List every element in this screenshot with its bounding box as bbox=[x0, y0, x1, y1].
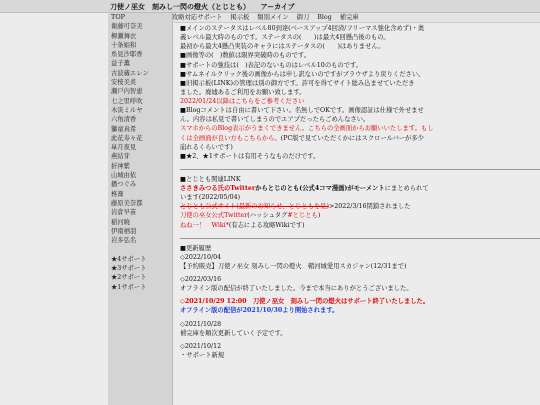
date-notice-link[interactable]: 2022/01/24以降はこちらをご参考ください bbox=[180, 98, 305, 105]
wiki-link[interactable]: ねね一！ Wiki* bbox=[180, 221, 229, 229]
links-line-3 bbox=[180, 202, 540, 211]
fullscreen-link[interactable]: くは全画面が良い方もこちらから。 bbox=[180, 134, 281, 142]
site-header bbox=[0, 0, 540, 13]
sidebar-character-item[interactable]: 岩多弘名 bbox=[111, 237, 137, 245]
notice-line-1: ■メインのステータスはレベル80到達(ベースアップ4回済/フリーマス強化含めず)・奥 bbox=[180, 25, 425, 32]
sidebar-character-item[interactable]: 皐月夜見 bbox=[111, 144, 137, 152]
links-line-5 bbox=[180, 221, 540, 230]
sidebar-character-item[interactable]: 山城由依 bbox=[111, 172, 137, 180]
links-line-1 bbox=[180, 184, 540, 193]
support-list bbox=[108, 255, 172, 292]
links-line-2: います(2022/05/04) bbox=[180, 194, 241, 202]
smartphone-note-3: 崩れるくらいです) bbox=[180, 143, 233, 151]
nav-category-main[interactable]: 類別メイン bbox=[257, 14, 289, 21]
sidebar-character-item[interactable]: 益子薫 bbox=[111, 60, 130, 68]
history-date-2: ◇2022/03/16 bbox=[180, 276, 222, 283]
sidebar-character-item[interactable]: 柳瀬舞衣 bbox=[111, 32, 137, 40]
smartphone-notice-link[interactable]: スマホからのBlog表示がうまくできません。こちらの全画面からお願いいたします。もし bbox=[180, 125, 434, 133]
notice-line-4: ■画像等の( )数値は限界突破時のものです。 bbox=[180, 52, 310, 60]
history-text-1: 【予約販売】刀使ノ巫女 刻みし一閃の燈火 鞘河城愛用スカジャン(12/31まで) bbox=[180, 262, 407, 270]
wiki-note: (有志による攻略Wikiです) bbox=[228, 221, 305, 229]
sidebar-support-item[interactable]: ★4サポート bbox=[111, 255, 147, 263]
closed-note: >2022/3/16閉鎖されました bbox=[328, 203, 411, 211]
sidebar-gap bbox=[108, 245, 172, 254]
notice-line-2: 義レベル最大時のものです。ステータスの( )は最大4回懸凸後のもの。 bbox=[180, 34, 390, 42]
sidebar-character-item[interactable]: 柊篝 bbox=[111, 190, 124, 198]
nav-blog[interactable]: Blog bbox=[317, 14, 332, 21]
moment-link[interactable]: からとじのとも(公式4コマ漫画)がモーメント bbox=[255, 185, 385, 192]
nav-board[interactable]: 掲示板 bbox=[230, 14, 250, 21]
sidebar-support-item[interactable]: ★2サポート bbox=[111, 274, 147, 282]
divider-1 bbox=[180, 169, 540, 170]
hashtag-suffix: ) bbox=[317, 212, 321, 220]
links-title: ■とじとも関連LINK bbox=[180, 175, 241, 183]
notice-line-5: ■サポートの強技は( )表記のないものはレベル10のものです。 bbox=[180, 61, 363, 69]
history-date-1: ◇2022/10/04 bbox=[180, 253, 222, 261]
sidebar-character-item[interactable]: 伊南栖羽 bbox=[111, 227, 137, 235]
sidebar-top-link[interactable]: TOP bbox=[111, 13, 126, 21]
notice-line-6: ■サムネイルクリック後の画像からは申し訳ないのですがブラウザより戻りください。 bbox=[180, 70, 425, 78]
hashtag-prefix: (ハッシュタグ bbox=[247, 212, 288, 220]
nav-archive[interactable]: 補完庫 bbox=[339, 14, 359, 21]
sidebar-character-item[interactable]: 稲河暁 bbox=[111, 218, 130, 226]
sidebar-character-item[interactable]: 藤原美奈都 bbox=[111, 199, 143, 207]
sidebar-character-item[interactable]: 安桜美炎 bbox=[111, 79, 137, 87]
main-content bbox=[180, 24, 540, 405]
site-title[interactable]: 刀使ノ巫女 刻みし一閃の燈火（とじとも） bbox=[110, 2, 250, 11]
sasaki-twitter-link[interactable]: ささきみつる氏のTwitter bbox=[180, 185, 256, 192]
history-title: ■更新履歴 bbox=[180, 244, 212, 252]
sidebar-character-item[interactable]: 木寅ミルヤ bbox=[111, 106, 143, 114]
sidebar-character-item[interactable]: 此花寿々花 bbox=[111, 134, 143, 142]
pc-note: (PC版で見ていただくかにはスクロールバーが多少 bbox=[280, 134, 424, 142]
official-twitter-link[interactable]: 刀使の巫女公式Twitter bbox=[180, 212, 248, 220]
nav-swords[interactable]: 御刀 bbox=[296, 14, 310, 21]
hashtag-link[interactable]: #とじとも bbox=[287, 212, 318, 220]
sidebar-character-item[interactable]: 衛藤可奈美 bbox=[111, 23, 143, 31]
sidebar-character-item[interactable]: 折神紫 bbox=[111, 162, 130, 170]
blog-note-1: ■Blogコメントは自由に書いて下さい。名無しでOKです。画像認証は仕様で外せませ bbox=[180, 107, 424, 115]
history-end-notice: ◇2021/10/29 12:00 刀使ノ巫女 刻みし一閃の燈火はサポート終了いたしました。 bbox=[180, 298, 430, 306]
sidebar-character-item[interactable]: 播つぐみ bbox=[111, 181, 137, 189]
sidebar-character-item[interactable]: 十条姫和 bbox=[111, 41, 137, 49]
blog-note-2: ん。内容は私見で書いてしまうのでエアプだったらごめんなさい。 bbox=[180, 116, 370, 124]
notice-line-3: 最初から最大4懸凸実装のキャラにはステータスの( )はありません。 bbox=[180, 43, 385, 51]
history-text-2: オフライン版の配信が終了いたしました。今まで本当にありがとうございました。 bbox=[180, 285, 413, 293]
history-offline-notice: オフライン版の配信が2021/10/30より開始されます。 bbox=[180, 307, 339, 315]
sidebar-character-item[interactable]: 燕結芽 bbox=[111, 153, 130, 161]
notice-line-9: ■★2、★1サポートは有用そうなものだけです。 bbox=[180, 152, 320, 160]
sidebar-character-item[interactable]: 糸見沙耶香 bbox=[111, 51, 143, 59]
sidebar-character-item[interactable]: 七之里呼吹 bbox=[111, 97, 143, 105]
history-text-4: 補完庫を順次更新していく予定です。 bbox=[180, 329, 287, 337]
character-list bbox=[108, 22, 172, 245]
notice-line-7: ■旧掲示板(LINK)の管理は別の御方です。許可を得てサイト総み込ませていただき bbox=[180, 79, 415, 87]
nav-support-guide[interactable]: 攻略対応サポート bbox=[172, 14, 223, 21]
sidebar-character-item[interactable]: 六角清香 bbox=[111, 116, 137, 124]
top-nav bbox=[173, 13, 540, 23]
sidebar-character-item[interactable]: 瀬戸内智恵 bbox=[111, 88, 143, 96]
divider-2 bbox=[180, 238, 540, 239]
notice-line-8: ました。廃墟あるご利用をお願い致します。 bbox=[180, 88, 306, 96]
sidebar-support-item[interactable]: ★3サポート bbox=[111, 265, 147, 273]
sidebar-support-item[interactable]: ★1サポート bbox=[111, 283, 147, 291]
official-site-link[interactable]: とじとも公式サイト(最新のお知らせ、とじともを見) bbox=[180, 203, 329, 211]
history-date-5: ◇2021/10/12 bbox=[180, 342, 222, 350]
sidebar-character-item[interactable]: 獅童真希 bbox=[111, 125, 137, 133]
smartphone-note-line bbox=[180, 134, 540, 143]
links-line-4 bbox=[180, 211, 540, 220]
history-date-4: ◇2021/10/28 bbox=[180, 320, 222, 328]
sidebar-character-item[interactable]: 岩倉早苗 bbox=[111, 209, 137, 217]
sidebar bbox=[108, 13, 173, 405]
sidebar-character-item[interactable]: 古波蔵エレン bbox=[111, 69, 149, 77]
archive-label: アーカイブ bbox=[260, 2, 295, 11]
links-line-1-tail: にまとめられて bbox=[384, 185, 429, 192]
history-text-5: ・サポート新規 bbox=[180, 351, 225, 359]
